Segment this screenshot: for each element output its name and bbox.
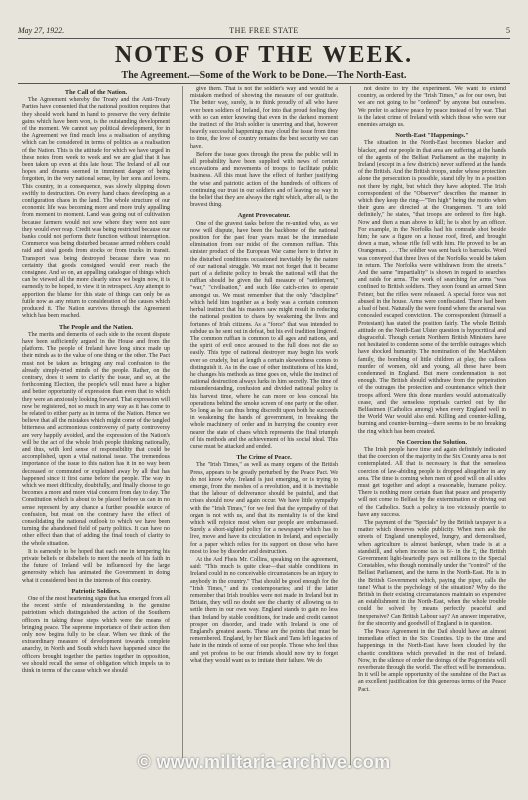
section-heading: The Crime of Peace.	[236, 454, 292, 462]
article-paragraph: At the Ard Fheis Mr. Collins, speaking on the agreement, said: "This much is quite clear—that stable conditions in Ireland could in no conceivable circumstances be an injury to anybody in the country." That should be good enough for the "Irish Times," and its contemporaries; and if the latter remember that Irish troubles were not made in Ireland but in Britain, they will no doubt see the charity of allowing us to settle them in our own way. England stands to gain no less than Ireland by stable conditions, for trade and credit cannot prosper on disorder, and trade with Ireland is one of England's greatest assets. These are the points that must be remembered. England, by her Black and Tans left legacies of hate in the minds of some of our people. Those who feel thus and yet profess to be our friends should now try to forget what they would want us to imitate their failure. We do	[190, 557, 338, 664]
article-paragraph: The "Irish Times," as well as many organs of the British Press, appears to be greatly perturbed by the Peace Pact. We do not know why. Ireland is just emerging, or is trying to emerge, from the meshes of a revolution, and it is inevitable that the labour of deliverance should be painful, and that crises should now and again occur. We have little sympathy with the "Irish Times," for we feel that the sympathy of that organ is not with us, and that its mentality is of the kind which will rejoice most when our people are embarrassed. Surely a short-sighted policy for a newspaper which has to live, move and have its circulation in Ireland, and especially for a paper which relies for its support on those who have most to lose by disorder and destruction.	[190, 462, 338, 555]
section-heading: North-East "Happenings."	[395, 132, 469, 140]
section-heading: Agent Provocateur.	[237, 212, 291, 220]
section-heading: The People and the Nation.	[58, 323, 134, 331]
running-header	[18, 26, 510, 38]
section-heading: The Call of the Nation.	[64, 89, 128, 96]
article-paragraph: Before the issue goes through the press the public will in all probability have been supplied with news of certain excavations and movements of troops to facilitate public business. All this must have the effect of further justifying the wise and patriotic action of the hundreds of officers of continuing our trust in our soldiers and of leaving no way in the belief that they are always the right which, after all, is the bravest thing.	[190, 151, 338, 209]
article-paragraph: It is earnestly to be hoped that each one in tempering his private beliefs or disbeliefs to meet the needs of his faith in the future of Ireland will be influenced by the large generosity which has animated the Government in doing what it considered best in the interests of this country.	[22, 548, 170, 584]
column-1	[22, 86, 170, 768]
article-paragraph: The merits and demerits of each side to the recent dispute have been sufficiently argued in the House and from the platform. The people of Ireland have long since made up their minds as to the value of one thing or the other. The Pact must not be taken as bringing any real confusion to the already simply-tried minds of the people. Rather, on the contrary, does it seem to clarify the issue, and so, at the forthcoming Election, the people's will must have a higher and better opportunity of expression than even that to which they were an anxiously looking forward. That expression will now be registered, not so much in any way as it has come to be related to either party as in terms of the Nation. Hence we believe that all the mistakes which might come of the tangled bitterness and acrimonious controversy of party controversy are very happily avoided, and the expression of the Nation's will be the act of the whole Irish people thinking nationally, and thus, with lord sense of responsibility that could be accomplished, upon a vital national issue. The tremendous importance of the issue to this nation has it in no way been decreased or commuted or explained away by all that has happened since it first came before the people. The way in which we meet difficulty, doubtfully, and finally choose to go becomes a more and more vital concern from day to day. The Constitution which is about to be placed before us can in no sense represent by any chance a further possible source of confusion, but must on the contrary have the effect of consolidating the national outlook to which we have been turning the abandoned field of party politics. It can have no other effect than that of adding the final touch of clarity to the whole situation.	[22, 331, 170, 547]
page-title: NOTES OF THE WEEK.	[114, 42, 414, 68]
column-3	[358, 86, 506, 768]
section-heading: Patriotic Soldiers.	[71, 587, 121, 595]
newspaper-name: THE FREE STATE	[229, 26, 299, 35]
page-subtitle: The Agreement.—Some of the Work to be Done.—The North-East.	[121, 70, 407, 81]
article-paragraph: One of the gravest tasks before the re-united who, as we now will dispute, have been the backbone of the national position for the past four years must be the immediate elimination from our midst of the common ruffian. This sinister product of the European War came here to thrive in the disturbed conditions occasioned inevitably by the nature of our national struggle. We must not forget that it became part of a definite policy to break the national will that the ruffian should be given the full measure of "settlement," "war," "civilisation," and such like catch-cries to operate amongst us. We must remember that the only "discipline" which held him together as a body was a certain common herbal instinct that his masters saw might result in reducing the national position to chaos by weakening the lives and fortunes of Irish citizens. As a "force" that was intended to subdue us he sent out in defeat, but his evil tradition lingered. The common ruffian is common to all ages and nations, and the spirit of evil once aroused to the full does not die so easily. This type of national destroyer may begin his work ever so crudely, but at length a certain skewedness comes to distinguish it. As in the case of other institutions of his kind, he changes his methods as time goes on, while the instinct of national destruction always lurks in him secretly. The time of misunderstanding, confusion and divided national policy is his harvest time, where he can more or less conceal his operations behind the smoke screen of one party or the other. So long as he can thus bring discredit upon both he succeeds in weakening the hands of government, in breaking the whole machinery of order and in hurrying the country ever nearer the state of chaos which represents the final triumph of his methods and the achievement of his social ideal. This curse must be attacked and ended.	[190, 220, 338, 450]
article-paragraph: The Irish people have time and again definitely indicated that the coercion of the majority in the Six County area is not contemplated. All that is necessary is that the senseless coercion of law-abiding people is dropped altogether in any area. The time is coming when men of good will on all sides must get together and adopt a reasonable, humane policy. There is nothing more certain than that peace and prosperity will not come to Belfast by the extermination or driving out of the Catholics. Such a policy is too viciously puerile to have any success.	[358, 446, 506, 518]
issue-date: May 27, 1922.	[18, 26, 65, 35]
column-2	[190, 86, 338, 768]
section-heading: No Coercion the Solution.	[396, 438, 468, 446]
article-paragraph: The Peace Agreement in the Dail should have an almost immediate effect in the Six Counties. Up to the time and happenings in the North-East have been clouded by the chaotic conditions which prevailed in the rest of Ireland. Now, in the silence of order the doings of the Pogromists will reverberate through the world. The effect will be tremendous. In it will be ample opportunity of the sunshine of the Pact as an excellent justification for this generous terms of the Peace Pact.	[358, 629, 506, 693]
article-paragraph: The Agreement whereby the Treaty and the Anti-Treaty Parties have consented that the national position requires that they should work hand in hand to preserve the very definite gains which have been won, is the outstanding development of the moment. We cannot say political development, for in the Agreement we find much less a realisation of anything which can be considered in terms of politics as a realisation of the Nation. This is the attitude for which we have urged in these notes from week to week and we are glad that it has been taken up even at this late hour. The Ireland of all our hopes and dreams seemed in imminent danger of being forgotten, in the very national sense, by her sons and lovers. This country, in a consequence, was slowly slipping down swiftly to destruction. On every hand chaos developing as a configuration chaos in the land. The whole structure of our economic life was becoming more and more truly appalling from moment to moment. Land was going out of cultivation because farmers would not sow where they were not sure they would ever reap. Credit was being restricted because our banks could not perform their function without interruption. Commerce was being disturbed because armed robbers could raid and steal goods from stocks or from trucks in transit. Transport was being destroyed because there was no certainty that goods consigned would ever reach the consignee. And so on, an appalling catalogue of things which can be viewed all the more clearly since we begin now, it is earnestly to be hoped, to view it in retrospect. Any attempt to apportion the blame for this state of things can only be as futile now as any return to consideration of the causes which produced it. The Nation survives through the Agreement which has been reached.	[22, 97, 170, 320]
column-divider	[182, 86, 183, 768]
subtitle-rule	[18, 83, 510, 84]
article-paragraph: The payment of the "Specials" by the British taxpayer is a matter which deserves wide publicity. When men ask the streets of England unemployed, hungry, and demoralised, when agriculture is almost bankrupt, when trade is at a standstill, and when income tax is 6/- in the £, the British Government light-heartedly pays out millions to the Special Constables, who though nominally under the "control" of the Belfast Parliament, and the turns in the North-East. He is in the British Government which, paying the piper, calls the tune! What is the psychology of the situation? Why do the British in their existing circumstances maintain so expensive an establishment in the North-East, when the whole trouble could be solved by means perfectly peaceful and inexpensive? Can British Labour say? An answer imperative, for the sincerity and goodwill of England is in question.	[358, 519, 506, 627]
watermark-text: © www.militaria-archive.com	[137, 752, 391, 772]
header-rule	[18, 38, 510, 39]
article-paragraph: give them. That is not the soldier's way and would be a mistaken method of showing the measure of our gratitude. The better way, surely, is to think proudly of all who have ever been soldiers of Ireland, for into that proud feeling they with so can enter knowing that even in the darkest moment the instinct of the Irish soldier is unerring and that, however heavily successful happenings may cloud the issue from time to time, the love of country remains the best security we can have.	[190, 86, 338, 150]
article-paragraph: One of the most heartening signs that has emerged from all the recent strife of misunderstanding is the genuine patriotism which distinguished the action of the Southern officers in taking those steps which were the means of bringing peace. The supreme importance of their action then only now begins fully to be clear. When we think of the extraordinary measure of development towards complete anarchy, in North and South which have happened since the officers brought together the parties together in opposition, we should recall the sense of obligation which impels us to think in terms of the cause which we should	[22, 596, 170, 675]
column-divider	[350, 86, 351, 768]
page-number: 5	[506, 26, 510, 35]
article-paragraph: not desire to try the experiment. We want to extend country, as ordered by the "Irish Times," as for our own, but we are not going to be "ordered" by anyone but ourselves. We prefer to achieve peace by peace instead of by war. That is the latest crime of Ireland with which those who were our enemies arraign us.	[358, 86, 506, 129]
article-paragraph: The situation in the North-East becomes blacker and blacker, and our people in that area are suffering at the hands of the agents of the Belfast Parliament as the majority in Ireland (except in a few districts) never suffered at the hands of the British. And the British troops, under whose protection alone the persecution is possible, stand idly by in a position not there by right, but which they have adopted. The Irish correspondent of the "Observer" describes the manner in which they keep the ring—"Ten high" being the motto when their guns are directed at the Orangemen. "I am told definitely," he states, "that troops are ordered to fire high. Now and then a man above to kill; he is shot by an officer. For example, in the Norfolks had his comrade shot beside him; he saw a figure on a house roof, fired, and brought down a man, whose rifle fell with him. He proved to be an Orangeman. . . . The soldier was sent back to barracks. Word was conveyed that three lives of the Norfolks would be taken in return. The Norfolks were withdrawn from the streets." And the same "impartiality" is shown in regard to searches and raids for arms. The work of searching for arms "was confined to British soldiers. They soon found an armed Sinn Feiner, but the rifles were released. A special force was not abused in the house. Arms were confiscated. There had been a bad of hest. Naturally the were found where the arsenal was concealed escaped conviction. The correspondent (himself a Protestant) has stated the position fairly. The whole British attitude on the North-East Ulster question is hypocritical and disgraceful. Though certain Northern British Ministers have not hesitated to condemn some of the terrible outrages which have shocked humanity. The nomination of the MacMahon family, the bombing of little children at play, the callous murder of women, old and young, all these have been condemned in England. But mere condemnation is not enough. The British should withdraw from the perpetration of the outrages the protection and countenance which their troops afford. Were this done murders would automatically cease, and the senseless reprisals carried out by the Belfastmen (Catholics among) when every England well in the World War would also end. Killing and counter-killing, burning and counter-burning—there seems to be no breaking the ring which has been created.	[358, 140, 506, 435]
